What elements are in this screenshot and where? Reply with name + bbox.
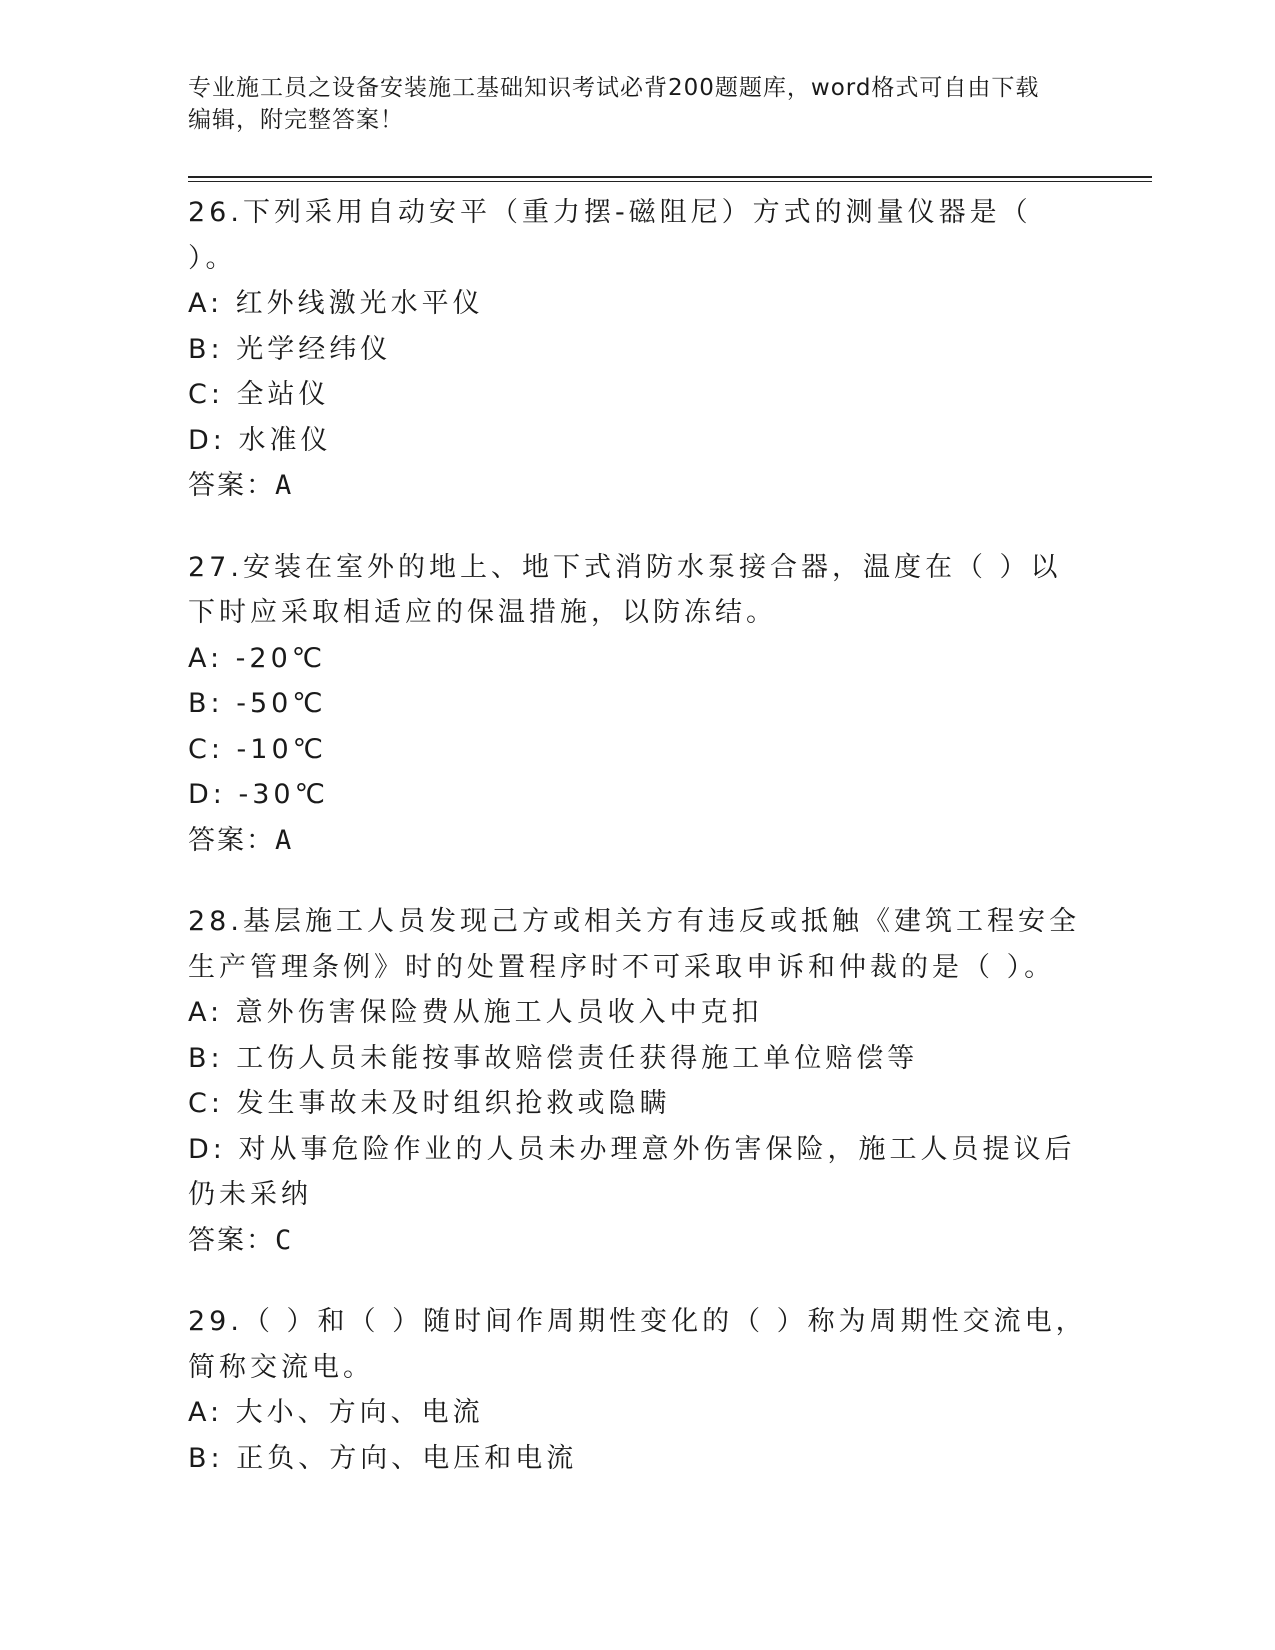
answer-label: 答案： — [188, 824, 275, 856]
option-b: B: 正负、方向、电压和电流 — [188, 1442, 578, 1474]
answer-value: A — [275, 824, 294, 856]
option-a: A: 大小、方向、电流 — [188, 1397, 484, 1428]
option-d: D: 水准仪 — [188, 424, 332, 456]
header-divider-thin — [188, 181, 1152, 182]
answer-value: A — [275, 470, 294, 501]
document-header — [188, 72, 1068, 136]
answer-label: 答案： — [188, 470, 275, 501]
question-stem: 29.（ ）和（ ）随时间作周期性变化的（ ）称为周期性交流电，简称交流电。 — [188, 1306, 1087, 1383]
question-28 — [188, 899, 1088, 1263]
question-list — [188, 190, 1088, 1517]
option-c: C: -10℃ — [188, 733, 327, 765]
option-d: D: 对从事危险作业的人员未办理意外伤害保险，施工人员提议后仍未采纳 — [188, 1133, 1076, 1210]
header-divider-thick — [188, 176, 1152, 178]
option-c: C: 发生事故未及时组织抢救或隐瞒 — [188, 1088, 671, 1119]
answer-line — [188, 463, 1088, 509]
answer-value: C — [275, 1224, 294, 1256]
option-a: A: 红外线激光水平仪 — [188, 288, 484, 319]
option-b: B: 工伤人员未能按事故赔偿责任获得施工单位赔偿等 — [188, 1042, 919, 1074]
option-a: A: 意外伤害保险费从施工人员收入中克扣 — [188, 997, 763, 1028]
option-c: C: 全站仪 — [188, 379, 330, 410]
answer-line — [188, 818, 1088, 864]
question-stem: 27.安装在室外的地上、地下式消防水泵接合器，温度在（ ）以下时应采取相适应的保温措施，以防冻结。 — [188, 551, 1062, 628]
question-29 — [188, 1299, 1088, 1481]
question-27 — [188, 545, 1088, 864]
option-d: D: -30℃ — [188, 779, 329, 810]
header-line-2: 编辑，附完整答案！ — [188, 107, 404, 133]
question-stem: 26.下列采用自动安平（重力摆-磁阻尼）方式的测量仪器是（ ）。 — [188, 197, 1032, 274]
option-b: B: -50℃ — [188, 688, 327, 719]
option-a: A: -20℃ — [188, 642, 327, 674]
answer-label: 答案： — [188, 1224, 275, 1256]
header-line-1: 专业施工员之设备安装施工基础知识考试必背200题题库，word格式可自由下载 — [188, 75, 1040, 101]
option-b: B: 光学经纬仪 — [188, 333, 392, 365]
answer-line — [188, 1218, 1088, 1264]
question-26 — [188, 190, 1088, 509]
question-stem: 28.基层施工人员发现己方或相关方有违反或抵触《建筑工程安全生产管理条例》时的处置程序时不可采取申诉和仲裁的是（ ）。 — [188, 906, 1080, 983]
